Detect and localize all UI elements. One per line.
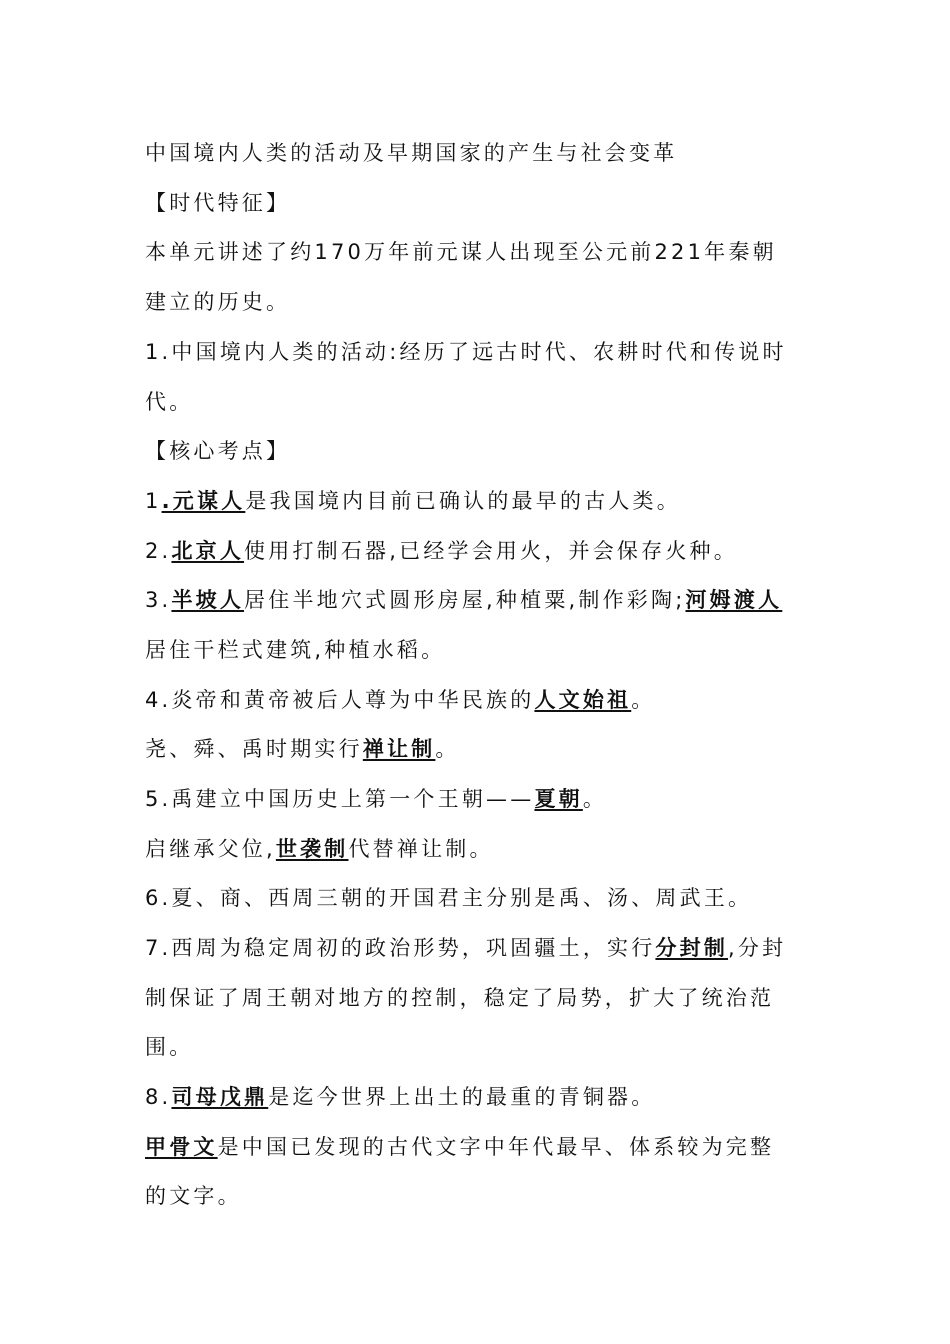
key-term-abdication: 禅让制 [362,737,436,761]
key-point-8-number: 8. [145,1085,172,1109]
point-1-line-1: 1.中国境内人类的活动:经历了远古时代、农耕时代和传说时 [145,340,787,364]
intro-line-1: 本单元讲述了约170万年前元谋人出现至公元前221年秦朝 [145,240,777,264]
key-point-8b [145,1133,774,1161]
key-point-4-text: 4.炎帝和黄帝被后人尊为中华民族的 [145,688,535,712]
key-term-yuanmou: .元谋人 [161,489,246,513]
key-term-xia-dynasty: 夏朝 [534,787,583,811]
key-term-enfeoffment: 分封制 [655,936,729,960]
key-term-beijing-man: 北京人 [171,539,245,563]
key-point-8 [145,1083,655,1111]
key-point-6: 6.夏、商、西周三朝的开国君主分别是禹、汤、周武王。 [145,886,753,910]
key-point-2-text: 使用打制石器,已经学会用火，并会保存火种。 [244,539,738,563]
key-term-banpo: 半坡人 [171,588,245,612]
key-term-simuwu-ding: 司母戊鼎 [171,1085,269,1109]
key-point-4b [145,735,460,763]
point-1-line-2: 代。 [145,390,194,414]
key-point-7-line-2: 制保证了周王朝对地方的控制，稳定了局势，扩大了统治范 [145,986,775,1010]
key-term-humanistic-ancestor: 人文始祖 [534,688,632,712]
key-term-hemudu: 河姆渡人 [685,588,783,612]
key-point-3-number: 3. [145,588,172,612]
key-point-2-number: 2. [145,539,172,563]
key-point-7-text: 7.西周为稳定周初的政治形势，巩固疆土，实行 [145,936,656,960]
key-term-hereditary: 世袭制 [275,837,349,861]
era-heading: 【时代特征】 [145,191,291,215]
key-point-1 [145,487,681,515]
key-point-7 [145,934,786,962]
key-point-5b-text: 启继承父位, [145,837,276,861]
key-point-5-text: 5.禹建立中国历史上第一个王朝—— [145,787,535,811]
key-point-3-line-2: 居住干栏式建筑,种植水稻。 [145,638,446,662]
key-point-7-line-3: 围。 [145,1035,194,1059]
key-point-8-text: 是迄今世界上出土的最重的青铜器。 [268,1085,656,1109]
key-point-8b-line-2: 的文字。 [145,1184,242,1208]
key-point-5-end: 。 [582,787,608,811]
key-point-3 [145,586,782,614]
key-point-7-end: ,分封 [728,936,787,960]
key-point-5 [145,785,607,813]
key-point-4-end: 。 [631,688,656,712]
key-term-oracle-bone: 甲骨文 [145,1135,218,1159]
key-point-1-text: 是我国境内目前已确认的最早的古人类。 [245,489,681,513]
key-point-4b-end: 。 [435,737,460,761]
key-point-5b [145,835,494,863]
core-heading: 【核心考点】 [145,439,291,463]
page-title: 中国境内人类的活动及早期国家的产生与社会变革 [145,141,678,165]
key-point-2 [145,537,738,565]
key-point-4b-text: 尧、舜、禹时期实行 [145,737,363,761]
intro-line-2: 建立的历史。 [145,290,291,314]
key-point-8b-text: 是中国已发现的古代文字中年代最早、体系较为完整 [217,1135,775,1159]
key-point-3-text: 居住半地穴式圆形房屋,种植粟,制作彩陶; [244,588,686,612]
key-point-4 [145,686,655,714]
key-point-1-number: 1 [145,489,162,513]
key-point-5b-end: 代替禅让制。 [348,837,494,861]
